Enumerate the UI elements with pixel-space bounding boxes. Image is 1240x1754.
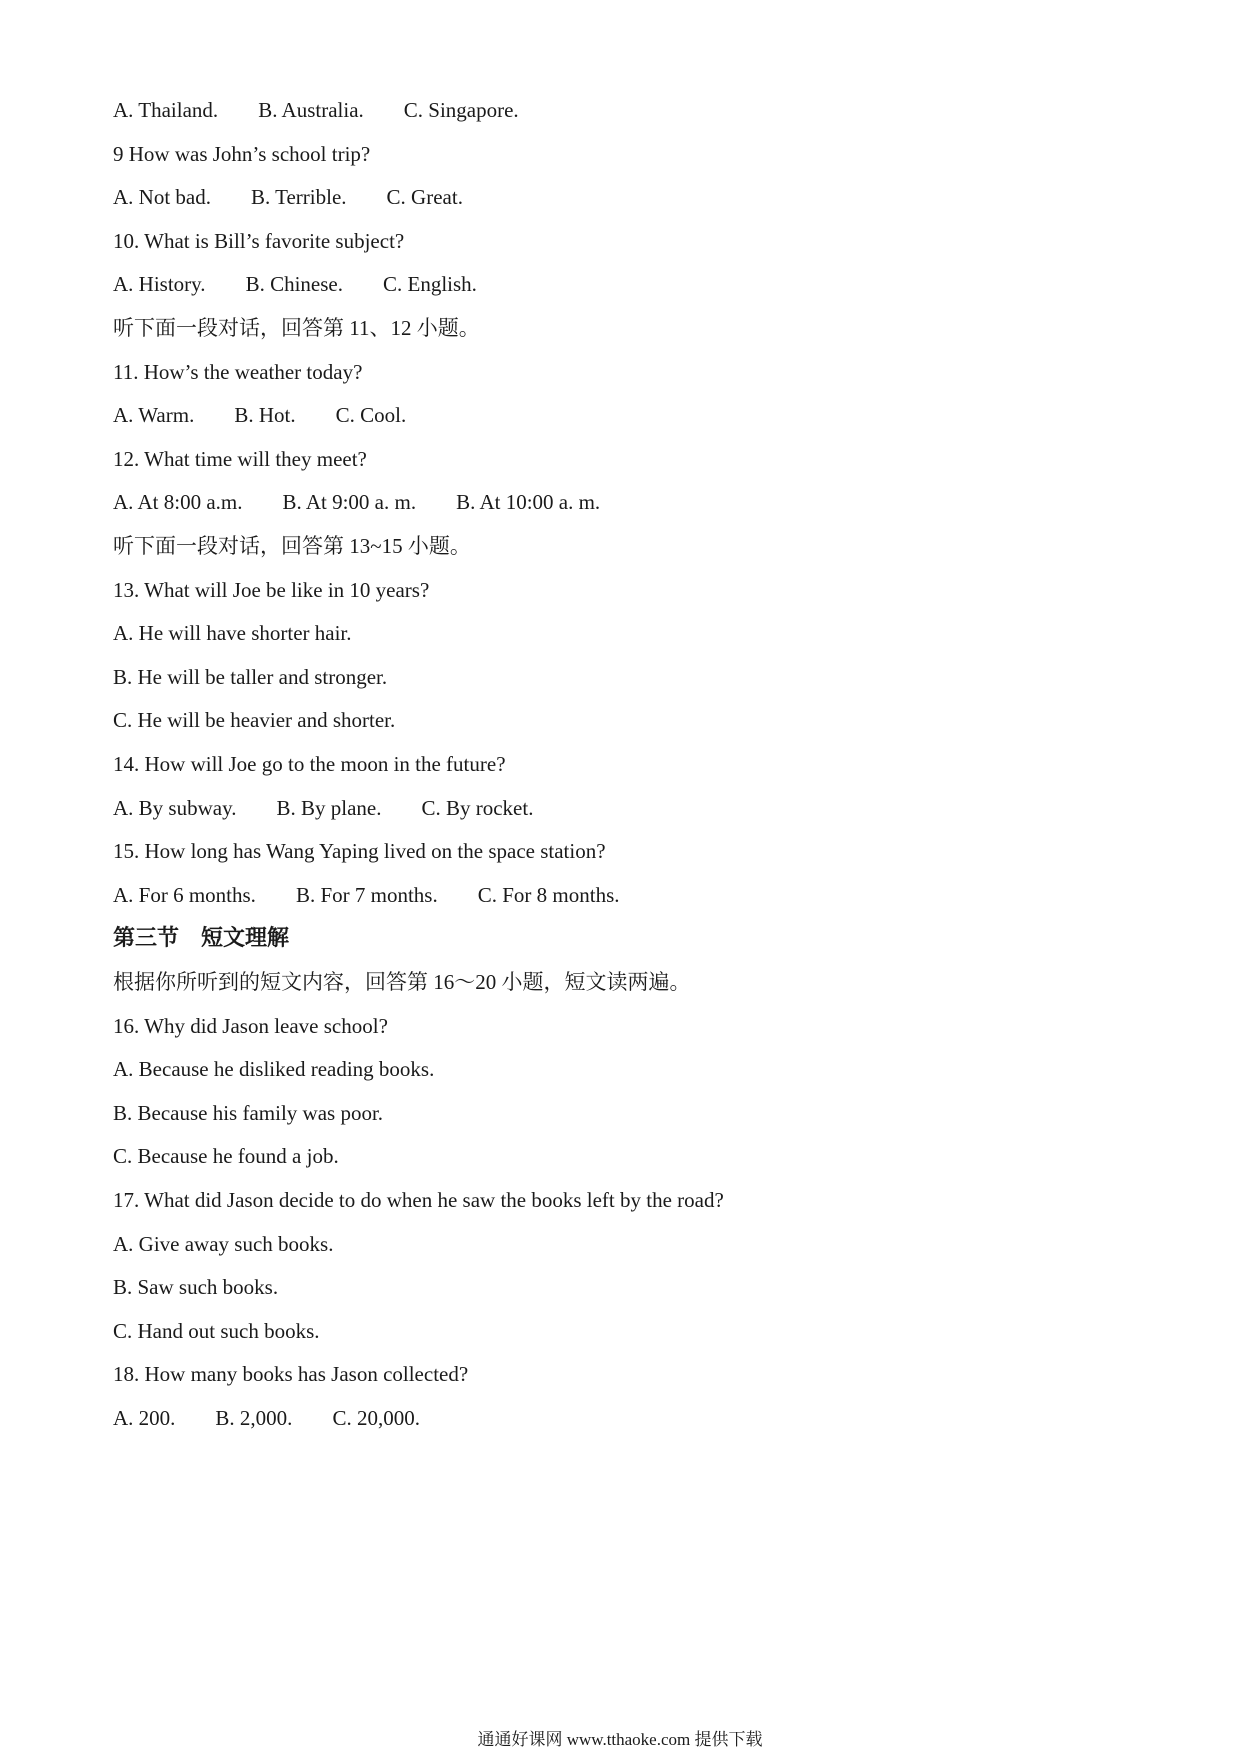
instruction-text: 听下面一段对话，回答第 13~15 小题。 (113, 534, 471, 558)
answer-option: B. Hot. (234, 403, 296, 427)
answer-options-row (113, 794, 533, 822)
question-text: 12. What time will they meet? (113, 447, 367, 471)
answer-option-line: B. Because his family was poor. (113, 1101, 384, 1125)
answer-option: C. English. (382, 272, 477, 296)
question-text: 9 How was John’s school trip? (113, 142, 371, 166)
answer-option: C. Singapore. (403, 98, 519, 122)
question-text: 17. What did Jason decide to do when he saw the books left by the road? (113, 1188, 724, 1212)
answer-options-row (113, 401, 406, 429)
answer-option-line: A. He will have shorter hair. (113, 621, 352, 645)
answer-option-line: A. Give away such books. (113, 1232, 334, 1256)
question-text: 11. How’s the weather today? (113, 360, 363, 384)
answer-option: A. By subway. (113, 796, 237, 820)
answer-option: A. At 8:00 a.m. (113, 490, 243, 514)
heading-part: 第三节 (113, 925, 180, 950)
answer-option: B. Terrible. (251, 185, 347, 209)
answer-option: B. At 9:00 a. m. (282, 490, 417, 514)
answer-option-line: B. He will be taller and stronger. (113, 665, 388, 689)
question-text: 10. What is Bill’s favorite subject? (113, 229, 405, 253)
answer-option: C. For 8 months. (477, 883, 620, 907)
answer-option: C. Great. (386, 185, 463, 209)
answer-option-line: C. Hand out such books. (113, 1319, 320, 1343)
answer-options-row (113, 270, 477, 298)
answer-option: A. 200. (113, 1406, 176, 1430)
question-text: 16. Why did Jason leave school? (113, 1014, 388, 1038)
answer-options-row (113, 881, 620, 909)
page-footer: 通通好课网 www.tthaoke.com 提供下载 (477, 1730, 763, 1749)
answer-option: B. Chinese. (245, 272, 343, 296)
instruction-text: 听下面一段对话，回答第 11、12 小题。 (113, 316, 480, 340)
answer-option: A. Not bad. (113, 185, 211, 209)
answer-option: A. Thailand. (113, 98, 219, 122)
question-text: 13. What will Joe be like in 10 years? (113, 578, 430, 602)
answer-options-row (113, 96, 519, 124)
answer-option-line: A. Because he disliked reading books. (113, 1057, 435, 1081)
section-heading (113, 924, 289, 952)
answer-option: A. Warm. (113, 403, 195, 427)
answer-option: B. By plane. (276, 796, 382, 820)
question-text: 14. How will Joe go to the moon in the future? (113, 752, 506, 776)
answer-options-row (113, 488, 600, 516)
answer-option: B. For 7 months. (295, 883, 438, 907)
answer-option: B. At 10:00 a. m. (456, 490, 601, 514)
answer-option: C. Cool. (335, 403, 407, 427)
answer-option: C. By rocket. (421, 796, 534, 820)
answer-option: B. 2,000. (215, 1406, 293, 1430)
answer-option: A. History. (113, 272, 206, 296)
answer-option-line: C. He will be heavier and shorter. (113, 708, 396, 732)
answer-option-line: C. Because he found a job. (113, 1144, 339, 1168)
question-text: 18. How many books has Jason collected? (113, 1362, 469, 1386)
answer-option: B. Australia. (258, 98, 364, 122)
instruction-text: 根据你所听到的短文内容，回答第 16～20 小题，短文读两遍。 (113, 970, 691, 994)
answer-option: A. For 6 months. (113, 883, 256, 907)
heading-part: 短文理解 (201, 925, 290, 950)
question-text: 15. How long has Wang Yaping lived on the space station? (113, 839, 606, 863)
answer-options-row (113, 183, 463, 211)
answer-option-line: B. Saw such books. (113, 1275, 279, 1299)
answer-options-row (113, 1404, 420, 1432)
answer-option: C. 20,000. (332, 1406, 420, 1430)
